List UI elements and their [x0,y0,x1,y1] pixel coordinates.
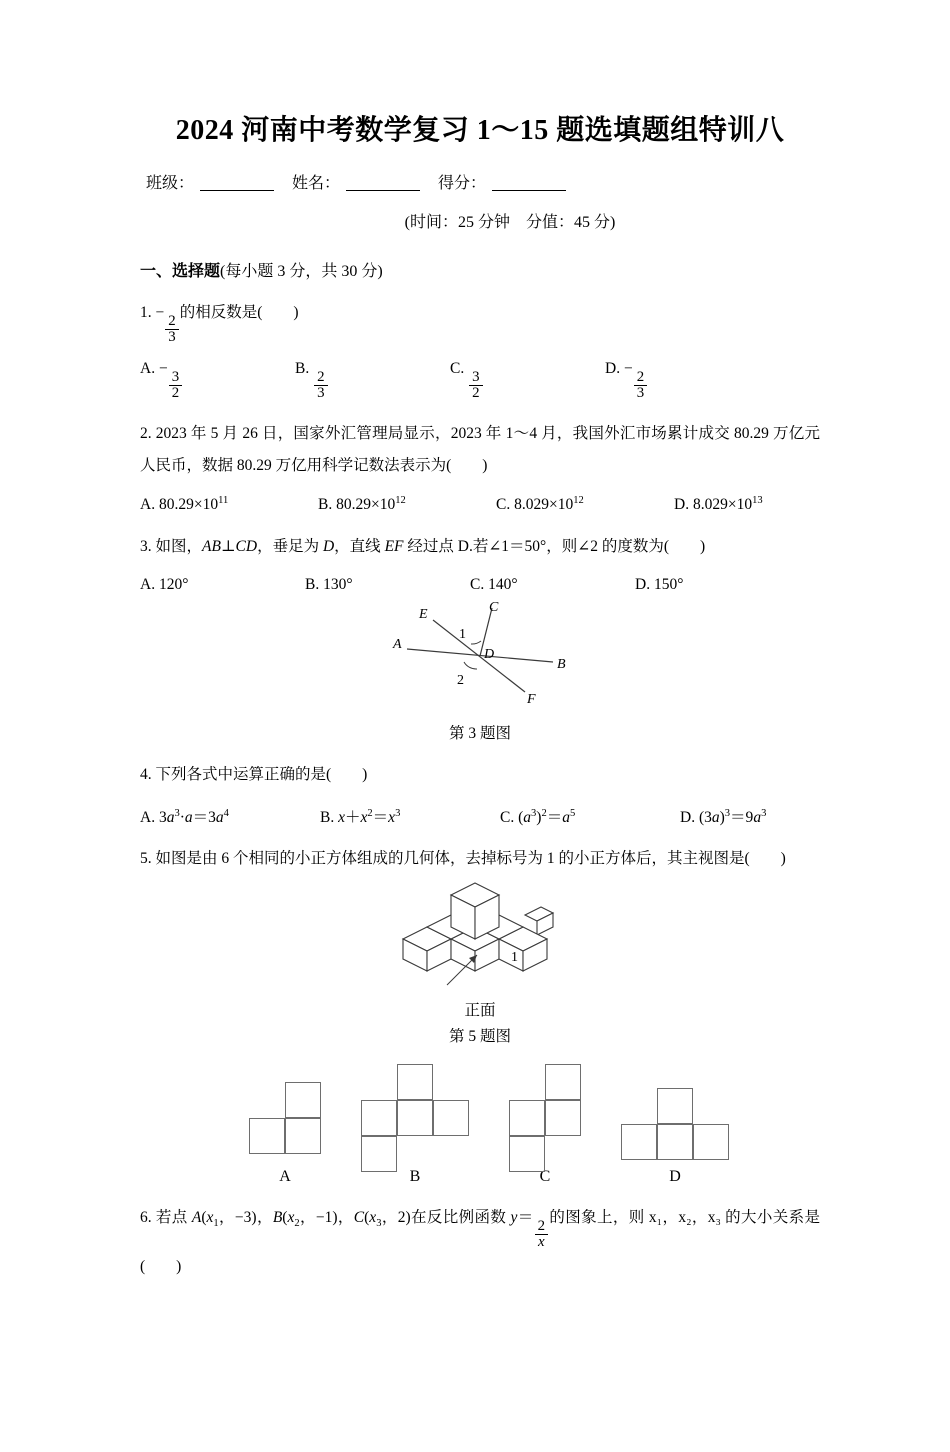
q6-tail: 的图象上，则 x₁，x₂，x₃ 的大小关系是( ) [140,1208,820,1275]
q4-options [140,805,820,827]
grid-cell [361,1100,397,1136]
q1-option-c[interactable]: C. $\frac{3}{2}$ [450,360,605,402]
grid-cell [397,1100,433,1136]
question-1: 1. − $\frac{2}{3}$ 的相反数是( ) [140,304,299,346]
grid-cell [509,1136,545,1172]
shape-option-a[interactable] [231,1064,339,1160]
cube-number-label: 1 [511,949,518,965]
timing-line: (时间：25 分钟 分值：45 分) [404,214,616,231]
q4-option-d[interactable]: D. $(3a)^3=9a^3$ [680,807,767,827]
front-view-label: 正面 [464,1001,496,1019]
svg-text:C: C [489,600,499,616]
angle-geometry-diagram [385,600,575,712]
svg-text:E: E [419,607,428,623]
q2-option-b[interactable]: B. $80.29\times 10^{12}$ [318,495,406,514]
q1-option-d[interactable]: D. − $\frac{2}{3}$ [605,360,760,402]
name-label: 姓名： [292,175,341,192]
q3-option-c[interactable]: C. 140° [470,576,518,594]
name-blank[interactable] [346,190,420,191]
q4-text: 下列各式中运算正确的是( ) [155,766,368,784]
q4-option-b[interactable]: B. $x+x^2=x^3$ [320,807,401,827]
shape-option-c[interactable] [491,1064,599,1160]
grid-cell [249,1118,285,1154]
question-2 [140,418,820,482]
question-4 [140,759,820,791]
worksheet-page [0,108,950,1283]
class-label: 班级： [146,175,195,192]
q2-option-c[interactable]: C. $8.029\times 10^{12}$ [496,495,584,514]
q5-option-labels [140,1168,820,1186]
shape-label-b: B [409,1167,421,1185]
q3-option-a[interactable]: A. 120° [140,576,189,594]
cube-solid-diagram [385,881,575,989]
grid-cell [621,1124,657,1160]
q2-option-a[interactable]: A. $80.29\times 10^{11}$ [140,495,229,514]
q5-number: 5. [140,850,152,868]
section-heading-bold: 一、选择题 [140,263,221,280]
grid-cell [693,1124,729,1160]
grid-cell [657,1088,693,1124]
question-5 [140,843,820,875]
q2-option-d[interactable]: D. $8.029\times 10^{13}$ [674,495,763,514]
q5-figure [140,881,820,1046]
grid-cell [509,1100,545,1136]
grid-cell [285,1118,321,1154]
svg-text:A: A [393,637,402,653]
q6-number: 6. [140,1208,152,1226]
student-info-line [146,170,820,193]
grid-cell [433,1100,469,1136]
q3-figure-caption: 第 3 题图 [448,725,511,743]
shape-option-b[interactable] [361,1064,469,1160]
question-6: 6. 若点 $A(x_1$，−3)，$B(x_2$，−1)，$C(x_3$，2)在反比例函数 y＝ $\frac{2}{x}$ 的图象上，则 x₁，x₂，x₃ 的大小关系是( ) [140,1208,820,1275]
section-heading-rest: (每小题 3 分，共 30 分) [220,263,383,280]
score-blank[interactable] [492,190,566,191]
svg-text:D: D [484,647,495,663]
q1-fraction: $\frac{2}{3}$ [165,314,178,346]
q3-option-d[interactable]: D. 150° [635,576,684,594]
q3-figure [140,600,820,743]
grid-cell [545,1064,581,1100]
grid-cell [397,1064,433,1100]
class-blank[interactable] [200,190,274,191]
q5-text: 如图是由 6 个相同的小正方体组成的几何体，去掉标号为 1 的小正方体后，其主视图是( ) [155,850,786,868]
q2-options [140,495,820,514]
score-label: 得分： [438,175,487,192]
q1-option-a[interactable]: A. − $\frac{3}{2}$ [140,360,295,402]
q1-options [140,360,820,402]
q4-option-c[interactable]: C. $(a^3)^2=a^5$ [500,807,576,827]
shape-label-a: A [279,1167,291,1185]
svg-text:2: 2 [457,673,464,689]
shape-label-d: D [669,1167,681,1185]
question-3: 3. 如图，AB⊥CD，垂足为 D，直线 EF 经过点 D.若∠1＝50°，则∠2 的度数为( ) [140,537,706,555]
shape-label-c: C [539,1167,551,1185]
q2-text: 2023 年 5 月 26 日，国家外汇管理局显示，2023 年 1～4 月，我国外汇市场累计成交 80.29 万亿元人民币，数据 80.29 万亿用科学记数法表示为( ) [140,424,820,474]
q1-option-b[interactable]: B. $\frac{2}{3}$ [295,360,450,402]
q1-number: 1. [140,304,152,321]
q3-number: 3. [140,537,152,555]
q4-number: 4. [140,766,152,784]
grid-cell [361,1136,397,1172]
q5-option-shapes [140,1064,820,1160]
svg-text:B: B [557,657,566,673]
svg-text:F: F [527,692,536,708]
q3-option-b[interactable]: B. 130° [305,576,353,594]
svg-text:1: 1 [459,627,466,643]
q1-stem: 的相反数是( ) [179,304,299,321]
grid-cell [285,1082,321,1118]
grid-cell [545,1100,581,1136]
shape-option-d[interactable] [621,1064,729,1160]
q2-number: 2. [140,424,152,442]
q4-option-a[interactable]: A. $3a^3\cdot a=3a^4$ [140,807,229,827]
page-title: 2024 河南中考数学复习 1～15 题选填题组特训八 [175,115,785,146]
grid-cell [657,1124,693,1160]
section-heading [140,258,820,281]
q5-figure-caption: 第 5 题图 [448,1027,511,1045]
q3-options [140,576,820,594]
